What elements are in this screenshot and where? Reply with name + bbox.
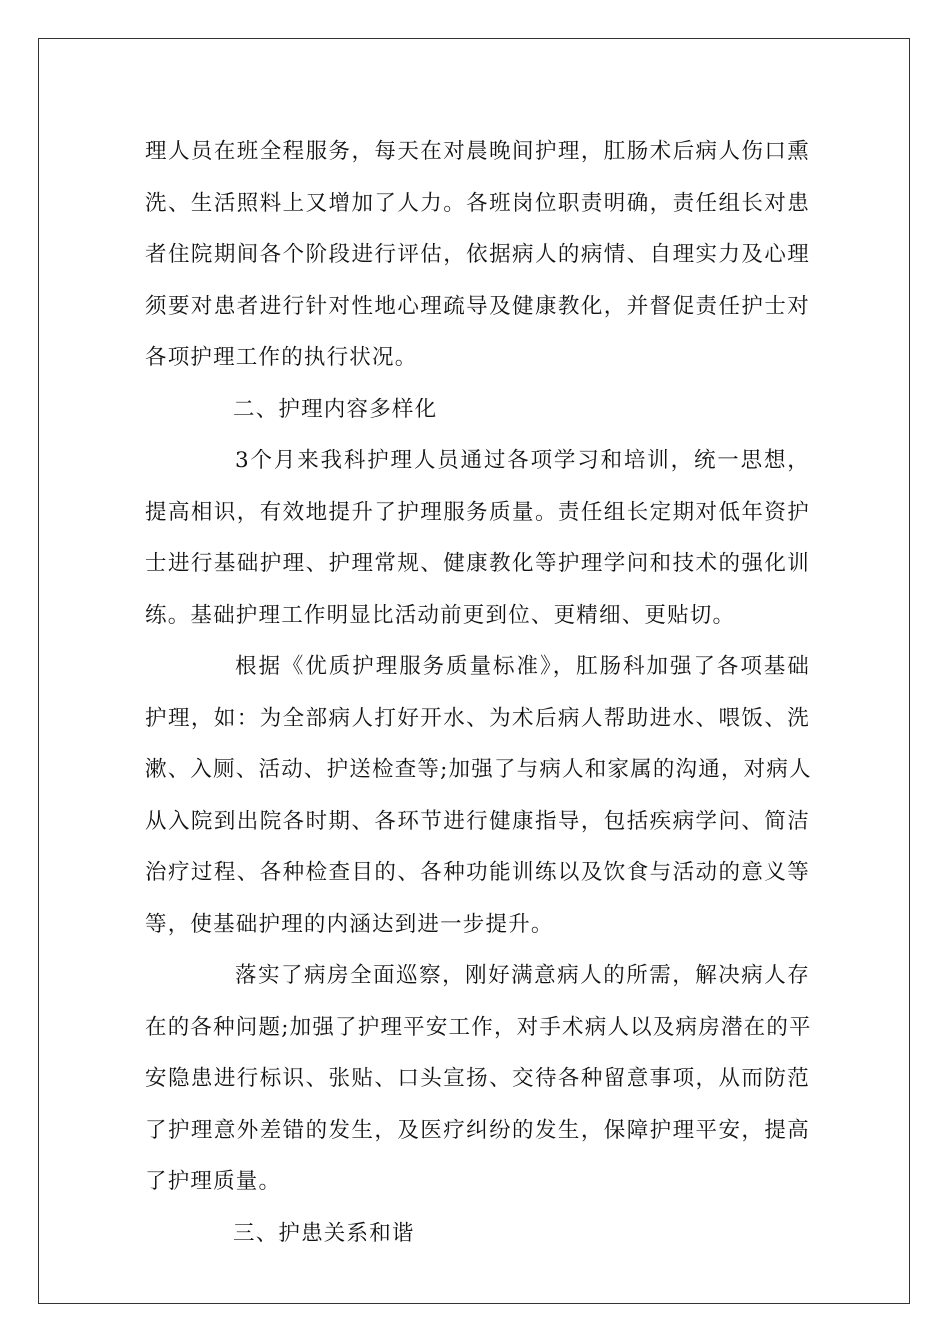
paragraph-training [145, 439, 810, 645]
paragraph-basic-care [145, 645, 810, 954]
text-line: 各项护理工作的执行状况。 [145, 345, 418, 370]
text-line: 者住院期间各个阶段进行评估，依据病人的病情、自理实力及心理 [145, 242, 810, 267]
section-heading-3 [145, 1212, 810, 1264]
text-line: 等，使基础护理的内涵达到进一步提升。 [145, 911, 554, 937]
heading-line: 二、护理内容多样化 [233, 396, 438, 422]
text-line: 治疗过程、各种检查目的、各种功能训练以及饮食与活动的意义等 [145, 860, 810, 885]
paragraph-ward-rounds [145, 954, 810, 1212]
text-line: 练。基础护理工作明显比活动前更到位、更精细、更贴切。 [145, 602, 736, 628]
text-line: 落实了病房全面巡察，刚好满意病人的所需，解决病人存 [235, 963, 810, 988]
text-line: 漱、入厕、活动、护送检查等;加强了与病人和家属的沟通，对病人 [145, 757, 812, 782]
text-line: 根据《优质护理服务质量标准》，肛肠科加强了各项基础 [235, 654, 810, 679]
text-line: 提高相识，有效地提升了护理服务质量。责任组长定期对低年资护 [145, 499, 810, 525]
text-line: 在的各种问题;加强了护理平安工作，对手术病人以及病房潜在的平 [145, 1014, 812, 1040]
text-line: 了护理意外差错的发生，及医疗纠纷的发生，保障护理平安，提高 [145, 1117, 810, 1143]
text-line: 了护理质量。 [145, 1169, 282, 1194]
heading-line: 三、护患关系和谐 [233, 1220, 415, 1246]
text-line: 须要对患者进行针对性地心理疏导及健康教化，并督促责任护士对 [145, 293, 810, 319]
text-line: 洗、生活照料上又增加了人力。各班岗位职责明确，责任组长对患 [145, 190, 810, 216]
text-line: 理人员在班全程服务，每天在对晨晚间护理，肛肠术后病人伤口熏 [145, 139, 810, 164]
text-line: 从入院到出院各时期、各环节进行健康指导，包括疾病学问、简洁 [145, 808, 810, 834]
paragraph-intro [145, 130, 810, 388]
text-line: 护理，如：为全部病人打好开水、为术后病人帮助进水、喂饭、洗 [145, 705, 810, 731]
section-heading-2 [145, 388, 810, 440]
text-line: 士进行基础护理、护理常规、健康教化等护理学问和技术的强化训 [145, 551, 810, 576]
text-line: 3个月来我科护理人员通过各项学习和培训，统一思想， [235, 448, 810, 473]
document-body [145, 130, 810, 1263]
text-line: 安隐患进行标识、张贴、口头宣扬、交待各种留意事项，从而防范 [145, 1066, 810, 1091]
